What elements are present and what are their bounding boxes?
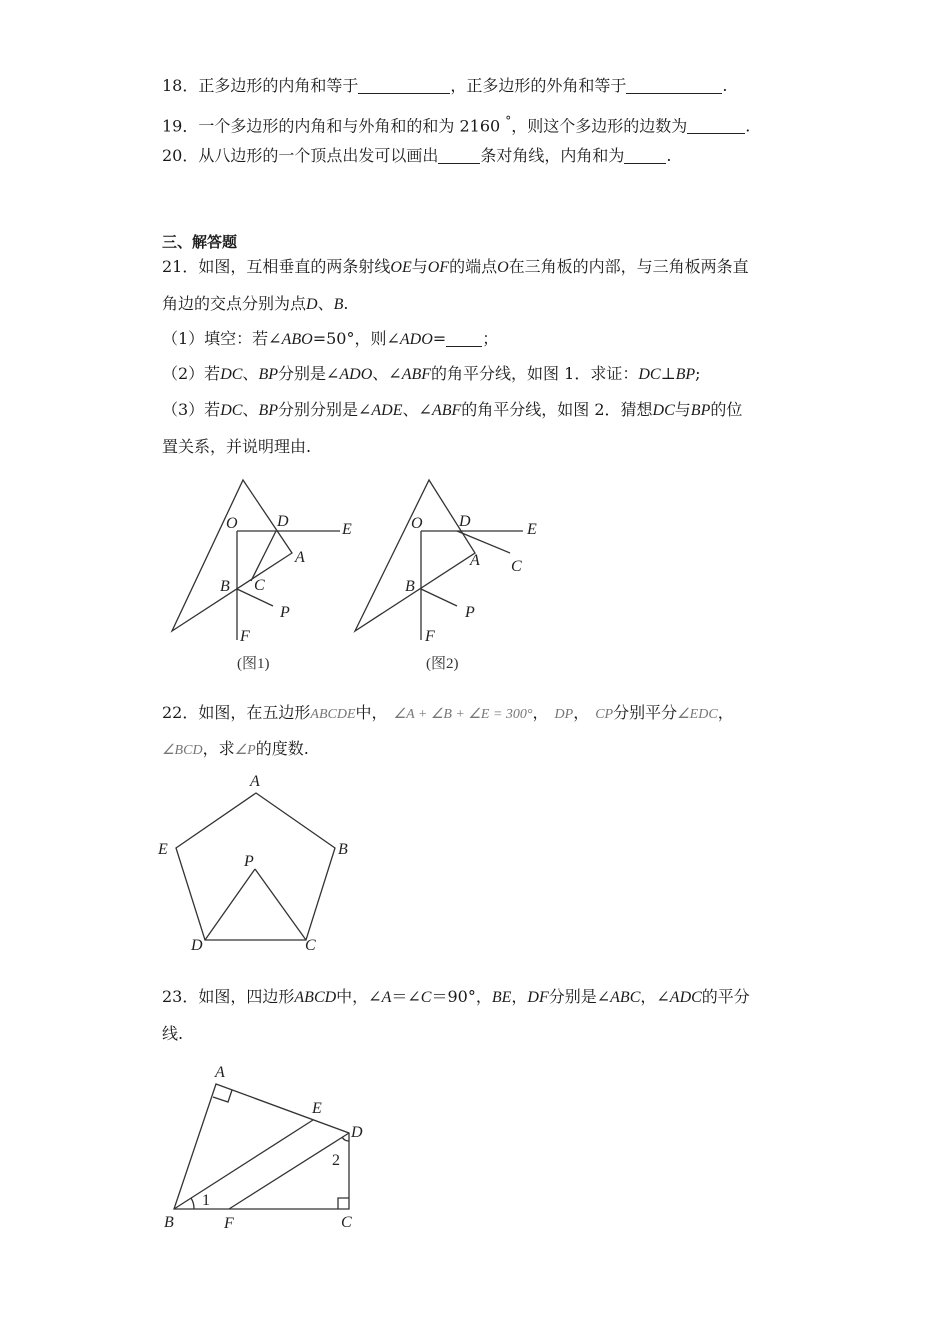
- pentagon-label-b: B: [338, 841, 348, 858]
- q20-end: .: [666, 146, 672, 165]
- question-21-line-2: [162, 294, 348, 315]
- fig1-segment-dc: [251, 531, 276, 581]
- q23-number: 23．: [162, 987, 199, 1006]
- q21-text: 置关系，并说明理由.: [162, 437, 312, 456]
- segment-df: [229, 1133, 349, 1209]
- q23-text: ＝90°，: [431, 987, 492, 1006]
- q21-text: 在三角板的内部，与三角板两条直: [508, 257, 749, 276]
- figure-pentagon: [150, 768, 370, 958]
- fig2-segment-dc: [457, 531, 510, 553]
- quad-label-a: A: [215, 1064, 225, 1081]
- question-18: [162, 76, 728, 96]
- quad-label-2: 2: [332, 1152, 340, 1169]
- q21-text: 角边的交点分别为点: [162, 294, 307, 313]
- segment-cp: [255, 869, 306, 940]
- quad-label-f: F: [224, 1215, 234, 1232]
- q18-blank-2[interactable]: [626, 77, 722, 94]
- q21-angle-ado: ADO: [399, 331, 433, 348]
- q21-text: 的端点: [449, 257, 498, 276]
- q21-segment-bp: BP: [258, 366, 278, 383]
- q21-point-b: B: [333, 296, 344, 313]
- q21-segment-bp: BP: [258, 402, 278, 419]
- q21-text: 与: [674, 400, 691, 419]
- q21-text: 的角平分线，如图 1．求证：: [431, 364, 639, 383]
- fig2-label-p: P: [465, 604, 475, 621]
- q23-segment-be: BE: [491, 989, 512, 1006]
- q21-point-d: D: [306, 296, 318, 313]
- q21-blank[interactable]: [446, 330, 482, 347]
- q21-angle-abo: ABO: [281, 331, 313, 348]
- figure-quadrilateral: [150, 1060, 390, 1240]
- q21-text: （2）若: [162, 364, 221, 383]
- q21-text: 、∠: [402, 400, 432, 419]
- q21-text: =50°，则∠: [312, 329, 400, 348]
- q22-angle-p: ∠P: [234, 743, 256, 758]
- q21-ray-oe: OE: [390, 259, 412, 276]
- q22-text: ，求: [202, 739, 235, 758]
- q19-degree: °: [505, 114, 512, 128]
- q23-text: 中，∠: [336, 987, 382, 1006]
- q21-text: （3）若: [162, 400, 221, 419]
- q21-text: 的位: [710, 400, 743, 419]
- q22-angle-bcd: ∠BCD: [162, 743, 203, 758]
- q22-text: 如图，在五边形: [198, 703, 311, 722]
- fig2-label-e: E: [527, 521, 537, 538]
- fig2-label-b: B: [405, 578, 415, 595]
- angle-mark-1: [191, 1198, 194, 1209]
- fig2-label-c: C: [511, 558, 522, 575]
- question-22-line-1: [162, 703, 734, 725]
- angle-mark-2: [342, 1137, 349, 1141]
- q22-segment-cp: CP: [595, 707, 614, 722]
- q23-text: 线.: [162, 1024, 184, 1043]
- fig2-label-o: O: [411, 515, 423, 532]
- q21-text: （1）填空：若∠: [162, 329, 282, 348]
- q19-text-2: ，则这个多边形的边数为: [511, 116, 688, 136]
- quad-label-1: 1: [202, 1192, 210, 1209]
- question-23-line-1: [162, 987, 750, 1008]
- q22-text: 中，: [355, 703, 388, 722]
- question-22-line-2: [162, 739, 309, 761]
- question-23-line-2: [162, 1024, 183, 1044]
- fig2-label-a: A: [470, 552, 480, 569]
- q18-end: .: [722, 76, 728, 95]
- q18-blank-1[interactable]: [358, 77, 450, 94]
- q22-angle-equation: ∠A + ∠B + ∠E = 300°: [393, 707, 533, 722]
- q21-angle-ado: ADO: [339, 366, 373, 383]
- q18-number: 18．: [162, 76, 199, 95]
- q18-text-2: ，正多边形的外角和等于: [450, 76, 627, 95]
- q21-perp-symbol: ⊥: [660, 364, 676, 383]
- pentagon-label-a: A: [250, 773, 260, 790]
- q21-text: 分别是∠: [277, 364, 340, 383]
- fig1-triangle: [172, 480, 292, 631]
- q23-angle-abc: ABC: [610, 989, 641, 1006]
- q22-angle-edc: ∠EDC: [677, 707, 718, 722]
- q21-text: 的角平分线，如图 2．猜想: [461, 400, 653, 419]
- fig1-label-d: D: [277, 513, 289, 530]
- q21-point-o: O: [497, 259, 509, 276]
- pentagon-label-p: P: [244, 853, 254, 870]
- q23-text: 分别是∠: [548, 987, 611, 1006]
- q23-text: 的平分: [701, 987, 750, 1006]
- q22-text: 分别平分: [613, 703, 678, 722]
- fig2-label-d: D: [459, 513, 471, 530]
- q20-blank-2[interactable]: [624, 147, 666, 164]
- q21-angle-abf: ABF: [431, 402, 462, 419]
- pentagon-label-c: C: [305, 937, 316, 954]
- q21-text: ；: [482, 329, 499, 348]
- q20-number: 20．: [162, 146, 199, 165]
- fig2-caption: (图2): [426, 656, 459, 672]
- q22-pentagon-name: ABCDE: [310, 707, 356, 722]
- q22-segment-dp: DP: [554, 707, 574, 722]
- q19-blank[interactable]: [687, 117, 745, 134]
- q21-angle-abf: ABF: [401, 366, 432, 383]
- quad-label-e: E: [312, 1100, 322, 1117]
- q22-text: ，: [573, 703, 590, 722]
- q23-quad-name: ABCD: [294, 989, 337, 1006]
- q20-blank-1[interactable]: [438, 147, 480, 164]
- q23-text: ，∠: [640, 987, 670, 1006]
- question-21-part-1: [162, 329, 498, 350]
- pentagon-label-e: E: [158, 841, 168, 858]
- q23-text: ＝∠: [391, 987, 421, 1006]
- q21-ray-of: OF: [427, 259, 450, 276]
- fig1-caption: (图1): [237, 656, 270, 672]
- q19-number: 19．: [162, 116, 199, 136]
- quad-label-b: B: [164, 1214, 174, 1231]
- fig2-triangle: [355, 480, 475, 631]
- segment-be: [174, 1120, 313, 1209]
- section-3-heading: 三、解答题: [162, 233, 238, 251]
- quad-label-d: D: [351, 1124, 363, 1141]
- q21-text: 如图，互相垂直的两条射线: [198, 257, 391, 276]
- fig1-label-o: O: [226, 515, 238, 532]
- q21-text: 、: [242, 364, 259, 383]
- q21-number: 21．: [162, 257, 199, 276]
- q23-text: 如图，四边形: [198, 987, 295, 1006]
- question-21-part-2: [162, 364, 701, 385]
- q18-text-1: 正多边形的内角和等于: [198, 76, 359, 95]
- right-angle-mark-c: [338, 1198, 349, 1209]
- q21-segment-dc: DC: [638, 366, 661, 383]
- q19-text-1: 一个多边形的内角和与外角和的和为 2160: [198, 116, 501, 136]
- q23-angle-adc: ADC: [669, 989, 702, 1006]
- q22-text: ，: [717, 703, 734, 722]
- q21-text: .: [343, 294, 349, 313]
- q21-angle-ade: ADE: [371, 402, 403, 419]
- q22-number: 22．: [162, 703, 199, 722]
- q23-angle-c: C: [420, 989, 432, 1006]
- figure-2: [345, 470, 565, 680]
- question-21-part-3: [162, 400, 742, 421]
- pentagon-abcde: [176, 793, 335, 940]
- q22-text: 的度数.: [255, 739, 309, 758]
- fig1-label-p: P: [280, 604, 290, 621]
- q21-text: =: [432, 329, 447, 348]
- right-angle-mark-a: [213, 1090, 232, 1102]
- q21-text: 分别分别是∠: [277, 400, 372, 419]
- fig2-segment-bp: [421, 589, 457, 606]
- q21-segment-dc: DC: [220, 402, 243, 419]
- q23-angle-a: A: [381, 989, 392, 1006]
- segment-dp: [205, 869, 255, 940]
- q21-text: 与: [411, 257, 428, 276]
- q22-text: ，: [532, 703, 549, 722]
- question-20: [162, 146, 672, 166]
- fig1-label-b: B: [220, 578, 230, 595]
- q21-segment-bp: BP: [690, 402, 711, 419]
- question-19: [162, 111, 750, 136]
- question-21-line-6: [162, 437, 311, 457]
- q21-text: 、: [242, 400, 259, 419]
- q21-segment-bp: BP: [675, 366, 696, 383]
- figure-1: [160, 470, 360, 680]
- q21-segment-dc: DC: [652, 402, 675, 419]
- q21-text: 、: [317, 294, 334, 313]
- quad-abcd: [174, 1084, 349, 1209]
- q23-text: ，: [511, 987, 528, 1006]
- q20-text-1: 从八边形的一个顶点出发可以画出: [198, 146, 439, 165]
- quad-label-c: C: [341, 1214, 352, 1231]
- q23-segment-df: DF: [527, 989, 549, 1006]
- fig1-label-c: C: [254, 577, 265, 594]
- q21-segment-dc: DC: [220, 366, 243, 383]
- fig1-label-e: E: [342, 521, 352, 538]
- fig2-label-f: F: [425, 628, 435, 645]
- q21-text: 、∠: [372, 364, 402, 383]
- q20-text-2: 条对角线，内角和为: [480, 146, 625, 165]
- pentagon-label-d: D: [191, 937, 203, 954]
- q19-end: .: [745, 116, 751, 136]
- fig1-label-a: A: [295, 549, 305, 566]
- q21-text: ;: [695, 364, 701, 383]
- question-21-line-1: [162, 257, 749, 278]
- fig1-label-f: F: [240, 628, 250, 645]
